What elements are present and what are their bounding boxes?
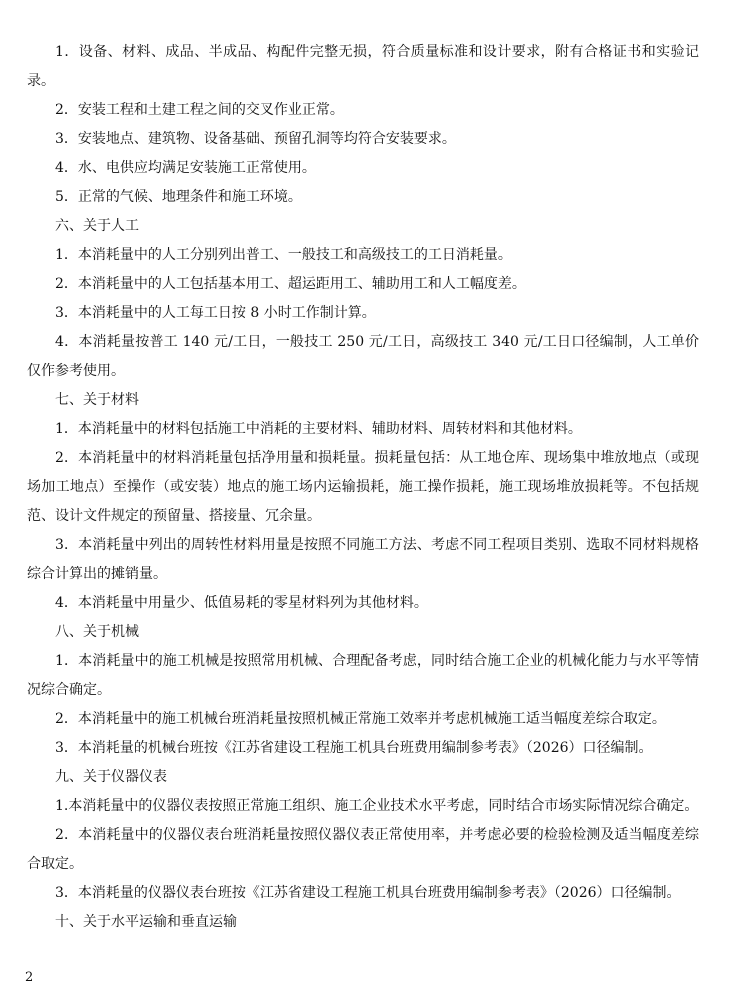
paragraph-4: 4．水、电供应均满足安装施工正常使用。 <box>55 160 316 176</box>
paragraph-materials-3: 3．本消耗量中列出的周转性材料用量是按照不同施工方法、考虑不同工程项目类别、选取不同材料规格综合计算出的摊销量。 <box>27 537 699 582</box>
paragraph-machinery-3: 3．本消耗量的机械台班按《江苏省建设工程施工机具台班费用编制参考表》（2026）口径编制。 <box>55 740 653 756</box>
section-heading-instruments: 九、关于仪器仪表 <box>55 769 167 785</box>
section-heading-transport: 十、关于水平运输和垂直运输 <box>55 914 237 930</box>
paragraph-5: 5．正常的气候、地理条件和施工环境。 <box>55 189 302 205</box>
document-body <box>27 38 699 937</box>
paragraph-instruments-1: 1.本消耗量中的仪器仪表按照正常施工组织、施工企业技术水平考虑，同时结合市场实际情况综合确定。 <box>55 798 699 814</box>
paragraph-3: 3．安装地点、建筑物、设备基础、预留孔洞等均符合安装要求。 <box>55 131 456 147</box>
paragraph-materials-1: 1．本消耗量中的材料包括施工中消耗的主要材料、辅助材料、周转材料和其他材料。 <box>55 421 582 437</box>
paragraph-instruments-3: 3．本消耗量的仪器仪表台班按《江苏省建设工程施工机具台班费用编制参考表》（2026）口径编制。 <box>55 885 681 901</box>
section-heading-materials: 七、关于材料 <box>55 392 139 408</box>
paragraph-materials-2: 2．本消耗量中的材料消耗量包括净用量和损耗量。损耗量包括：从工地仓库、现场集中堆放地点（或现场加工地点）至操作（或安装）地点的施工场内运输损耗，施工操作损耗，施工现场堆放损耗等。不包括规范、设计文件规定的预留量、搭接量、冗余量。 <box>27 450 699 524</box>
paragraph-materials-4: 4．本消耗量中用量少、低值易耗的零星材料列为其他材料。 <box>55 595 428 611</box>
paragraph-machinery-1: 1．本消耗量中的施工机械是按照常用机械、合理配备考虑，同时结合施工企业的机械化能力与水平等情况综合确定。 <box>27 653 699 698</box>
paragraph-2: 2．安装工程和土建工程之间的交叉作业正常。 <box>55 102 344 118</box>
page-number: 2 <box>25 970 34 985</box>
section-heading-machinery: 八、关于机械 <box>55 624 139 640</box>
paragraph-instruments-2: 2．本消耗量中的仪器仪表台班消耗量按照仪器仪表正常使用率，并考虑必要的检验检测及适当幅度差综合取定。 <box>27 827 699 872</box>
paragraph-1: 1．设备、材料、成品、半成品、构配件完整无损，符合质量标准和设计要求，附有合格证书和实验记录。 <box>27 44 699 89</box>
paragraph-labor-4: 4．本消耗量按普工 140 元/工日，一般技工 250 元/工日，高级技工 340 元/工日口径编制，人工单价仅作参考使用。 <box>27 334 699 379</box>
paragraph-labor-3: 3．本消耗量中的人工每工日按 8 小时工作制计算。 <box>55 305 376 321</box>
section-heading-labor: 六、关于人工 <box>55 218 139 234</box>
paragraph-labor-2: 2．本消耗量中的人工包括基本用工、超运距用工、辅助用工和人工幅度差。 <box>55 276 526 292</box>
paragraph-machinery-2: 2．本消耗量中的施工机械台班消耗量按照机械正常施工效率并考虑机械施工适当幅度差综合取定。 <box>55 711 666 727</box>
paragraph-labor-1: 1．本消耗量中的人工分别列出普工、一般技工和高级技工的工日消耗量。 <box>55 247 512 263</box>
